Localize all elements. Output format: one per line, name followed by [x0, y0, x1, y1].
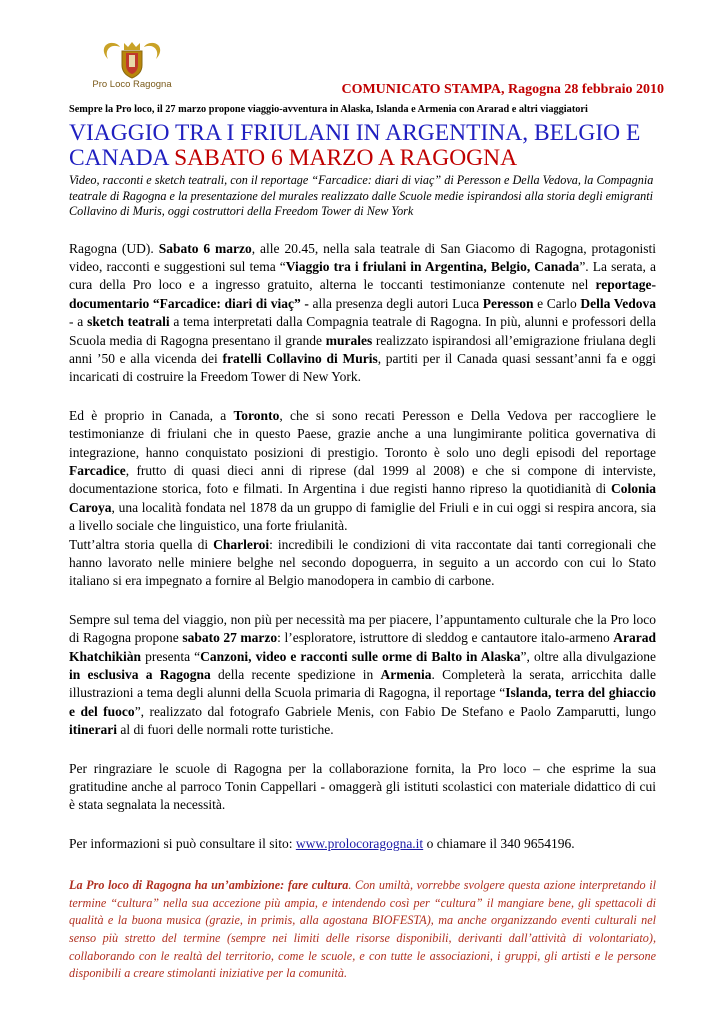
subtitle: Video, racconti e sketch teatrali, con il reportage “Farcadice: diari di viaç” di Peresson e Della Vedova, la Compagnia teatrale di Ragogna e la presentazione del murales realizzato dalle Scuole medie ispirandosi alla storia degli emigranti Collavino di Muris, oggi costruttori della Freedom Tower di New York	[69, 173, 654, 218]
press-release-document	[69, 103, 656, 983]
paragraph-5: Per ringraziare le scuole di Ragogna per la collaborazione fornita, la Pro loco – che esprime la sua gratitudine anche al parroco Tonin Cappellari - omaggerà gli istituti scolastici con materiale didattico di cui è stata segnalata la necessità.	[69, 760, 656, 813]
headline	[69, 121, 656, 171]
website-link[interactable]: www.prolocoragogna.it	[295, 835, 424, 851]
paragraph-3: Tutt’altra storia quella di Charleroi: incredibili le condizioni di vita raccontate dai tanti corregionali che hanno lavorato nelle miniere belghe nel secondo dopoguerra, in seguito a un accordo con cui lo Stato italiano si era impegnato a fornire al Belgio manodopera in cambio di carbone.	[69, 536, 657, 589]
headline-date: SABATO 6 MARZO A RAGOGNA	[174, 145, 518, 171]
paragraph-2: Ed è proprio in Canada, a Toronto, che si sono recati Peresson e Della Vedova per raccogliere le testimonianze di friulani che in questo Paese, grazie anche a una lungimirante politica governativa di integrazione, hanno conquistato posizioni di prestigio. Toronto è solo uno degli episodi del reportage Farcadice, frutto di quasi dieci anni di riprese (dal 1999 al 2008) e che si compone di interviste, documentazione storica, foto e filmati. In Argentina i due registi hanno ripreso la quotidianità di Colonia Caroya, una località fondata nel 1878 da un gruppo di famiglie del Friuli e in cui oggi si respira ancora, sia a livello sociale che linguistico, una forte friulanità.	[69, 407, 656, 534]
headline-main: VIAGGIO TRA I FRIULANI IN ARGENTINA, BELGIO E CANADA	[69, 120, 641, 171]
closing-highlight: La Pro loco di Ragogna ha un’ambizione: fare cultura	[69, 878, 349, 893]
paragraph-1: Ragogna (UD). Sabato 6 marzo, alle 20.45, nella sala teatrale di San Giacomo di Ragogna, protagonisti video, racconti e suggestioni sul tema “Viaggio tra i friulani in Argentina, Belgio, Canada”. La serata, a cura della Pro loco e a ingresso gratuito, alterna le toccanti testimonianze contenute nel reportage-documentario “Farcadice: diari di viaç” - alla presenza degli autori Luca Peresson e Carlo Della Vedova - a sketch teatrali a tema interpretati dalla Compagnia teatrale di Ragogna. In più, alunni e professori della Scuola media di Ragogna presentano il grande murales realizzato ispirandosi all’emigrazione friulana degli anni ’50 e alla vicenda dei fratelli Collavino di Muris, partiti per il Canada quasi sessant’anni fa e oggi incaricati di costruire la Freedom Tower di New York.	[69, 240, 657, 385]
logo-text: Pro Loco Ragogna	[92, 79, 172, 90]
coat-of-arms-icon	[100, 41, 164, 79]
closing-statement: La Pro loco di Ragogna ha un’ambizione: fare cultura. Con umiltà, vorrebbe svolgere questa azione interpretando il termine “cultura” nella sua accezione più ampia, e intendendo così per “cultura” il mangiare bene, gli spettacoli di qualità e la buona musica (grazie, in primis, alla agostana BIOFESTA), ma anche organizzando eventi culturali nel senso più stretto del termine (sempre nei limiti delle risorse disponibili, derivanti dall’attività di volontariato), collaborando con le realtà del territorio, come le scuole, e con tutte le associazioni, i gruppi, gli artisti e le persone disponibili a creare stimolanti iniziative per la comunità.	[69, 878, 656, 981]
paragraph-4: Sempre sul tema del viaggio, non più per necessità ma per piacere, l’appuntamento culturale che la Pro loco di Ragogna propone sabato 27 marzo: l’esploratore, istruttore di sleddog e cantautore italo-armeno Ararad Khatchikiàn presenta “Canzoni, video e racconti sulle orme di Balto in Alaska”, oltre alla divulgazione in esclusiva a Ragogna della recente spedizione in Armenia. Completerà la serata, arricchita dalle illustrazioni a tema degli alunni della Scuola primaria di Ragogna, il reportage “Islanda, terra del ghiaccio e del fuoco”, realizzato dal fotografo Gabriele Menis, con Fabio De Stefano e Paolo Zamparutti, lungo itinerari al di fuori delle normali rotte turistiche.	[69, 611, 657, 738]
press-release-header: COMUNICATO STAMPA, Ragogna 28 febbraio 2010	[341, 82, 664, 97]
kicker: Sempre la Pro loco, il 27 marzo propone viaggio-avventura in Alaska, Islanda e Armenia con Ararad e altri viaggiatori	[69, 104, 588, 115]
paragraph-contacts: Per informazioni si può consultare il sito: www.prolocoragogna.it o chiamare il 340 9654196.	[69, 835, 575, 851]
pro-loco-logo	[84, 41, 180, 97]
